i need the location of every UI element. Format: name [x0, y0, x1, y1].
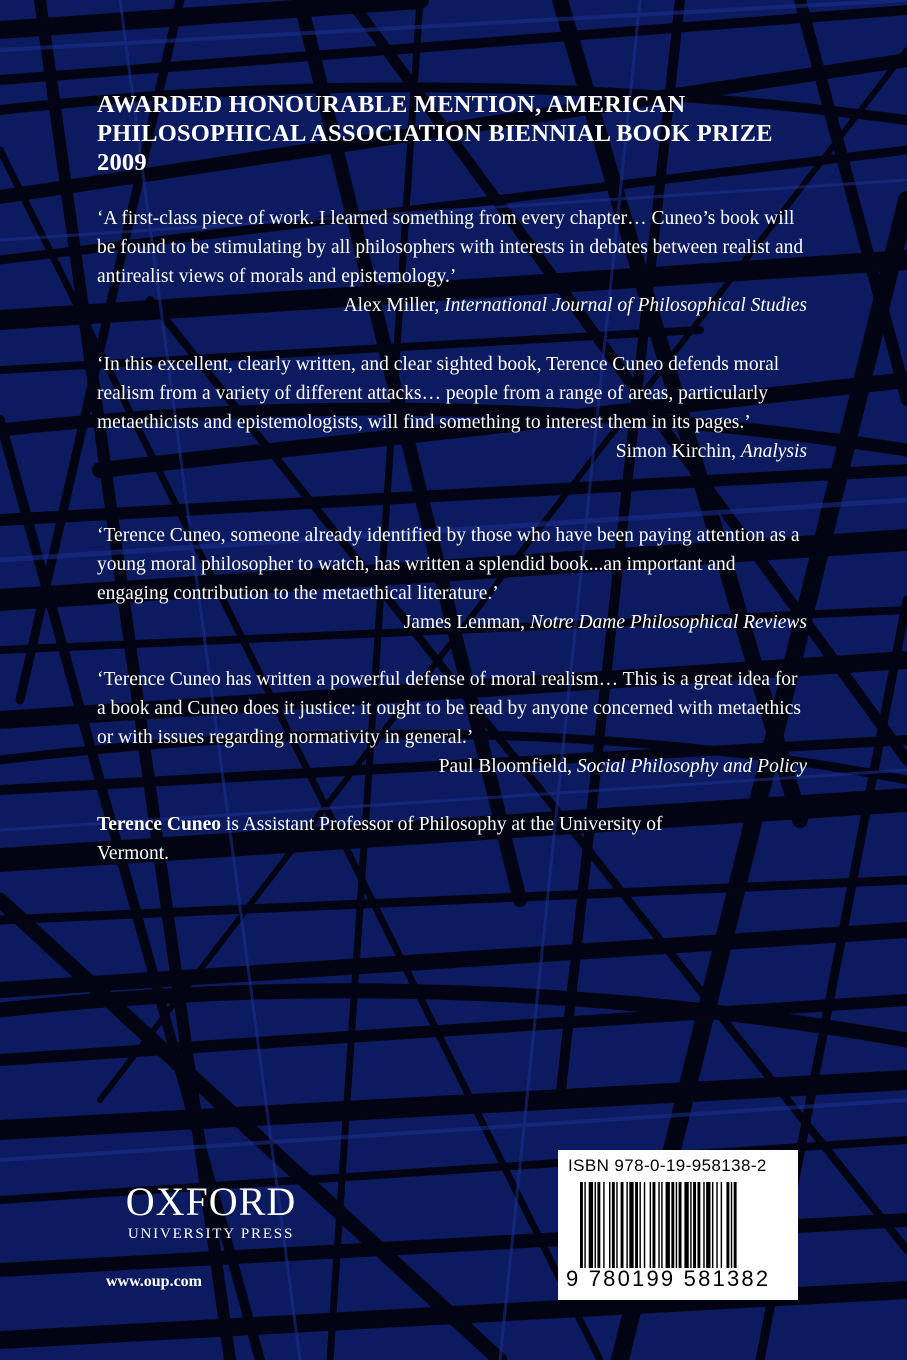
- barcode-bar: [626, 1182, 627, 1268]
- review-quote-1: [97, 204, 807, 320]
- barcode-bar: [584, 1182, 585, 1268]
- review-text: ‘A first-class piece of work. I learned something from every chapter… Cuneo’s book will be found to be stimulating by all philosophers with interests in debates between realist and antirealist views of morals and epistemology.’: [97, 208, 804, 287]
- review-attribution: [97, 608, 807, 637]
- barcode-bar: [671, 1182, 674, 1268]
- barcode-bar: [721, 1182, 722, 1268]
- review-text: ‘Terence Cuneo, someone already identified by those who have been paying attention as a young moral philosopher to watch, has written a splendid book...an important and engaging contribution to the metaethical literature.’: [97, 525, 800, 604]
- barcode-bar: [621, 1182, 624, 1268]
- barcode-bar: [597, 1182, 600, 1268]
- barcode-bar: [639, 1182, 640, 1268]
- publisher-logo: [106, 1180, 316, 1244]
- barcode-bar: [684, 1182, 688, 1268]
- barcode-bar: [658, 1182, 659, 1268]
- barcode-bar: [690, 1182, 691, 1268]
- review-text: ‘In this excellent, clearly written, and clear sighted book, Terence Cuneo defends moral realism from a variety of different attacks… people from a range of areas, particularly metaethicists and epistemologists, will find something to interest them in its pages.’: [97, 354, 780, 433]
- barcode-bar: [706, 1182, 710, 1268]
- barcode-bar: [703, 1182, 704, 1268]
- review-source: Social Philosophy and Policy: [576, 756, 807, 777]
- review-author: Simon Kirchin,: [615, 441, 737, 462]
- author-bio: [97, 810, 737, 868]
- barcode-bar: [653, 1182, 656, 1268]
- review-text: ‘Terence Cuneo has written a powerful defense of moral realism… This is a great idea for a book and Cuneo does it justice: it ought to be read by anyone concerned with metaethics or with issues regarding normativity in general.’: [97, 669, 801, 748]
- publisher-url: www.oup.com: [106, 1273, 203, 1290]
- author-bio-text: is Assistant Professor of Philosophy at the University of Vermont.: [97, 814, 663, 864]
- review-source: Notre Dame Philosophical Reviews: [529, 612, 807, 633]
- barcode-bar: [635, 1182, 638, 1268]
- barcode-bar: [666, 1182, 670, 1268]
- barcode-bar: [712, 1182, 713, 1268]
- barcode-bar: [612, 1182, 615, 1268]
- barcode-bar: [629, 1182, 633, 1268]
- barcode-digits: 9 780199 581382: [566, 1266, 771, 1291]
- barcode-bar: [731, 1182, 732, 1268]
- barcode-bar: [589, 1182, 593, 1268]
- barcode-bar: [595, 1182, 596, 1268]
- barcode-bar: [616, 1182, 617, 1268]
- barcode-bar: [580, 1182, 583, 1268]
- review-author: James Lenman,: [403, 612, 526, 633]
- publisher-subtitle: UNIVERSITY PRESS: [127, 1226, 295, 1242]
- review-source: Analysis: [740, 441, 807, 462]
- barcode-bar: [644, 1182, 645, 1268]
- review-author: Paul Bloomfield,: [438, 756, 572, 777]
- review-quote-2: [97, 350, 807, 466]
- author-name: Terence Cuneo: [97, 814, 222, 835]
- publisher-name: OXFORD: [125, 1179, 297, 1224]
- barcode-bar: [679, 1182, 682, 1268]
- barcode-bar: [734, 1182, 737, 1268]
- barcode-bar: [676, 1182, 677, 1268]
- isbn-barcode: [558, 1150, 798, 1300]
- isbn-label: ISBN 978-0-19-958138-2: [568, 1156, 767, 1175]
- review-attribution: [97, 752, 807, 781]
- barcode-bars: [580, 1182, 780, 1268]
- review-quote-4: [97, 665, 807, 781]
- review-attribution: [97, 291, 807, 320]
- barcode-bar: [693, 1182, 696, 1268]
- barcode-bar: [697, 1182, 700, 1268]
- review-author: Alex Miller,: [343, 295, 440, 316]
- barcode-bar: [726, 1182, 729, 1268]
- barcode-bar: [650, 1182, 651, 1268]
- review-attribution: [97, 437, 807, 466]
- barcode-bar: [609, 1182, 610, 1268]
- barcode-bar: [603, 1182, 604, 1268]
- award-heading: AWARDED HONOURABLE MENTION, AMERICAN PHILOSOPHICAL ASSOCIATION BIENNIAL BOOK PRIZE 2009: [97, 91, 773, 176]
- review-source: International Journal of Philosophical Studies: [444, 295, 807, 316]
- barcode-bar: [661, 1182, 662, 1268]
- review-quote-3: [97, 521, 807, 637]
- barcode-bar: [716, 1182, 717, 1268]
